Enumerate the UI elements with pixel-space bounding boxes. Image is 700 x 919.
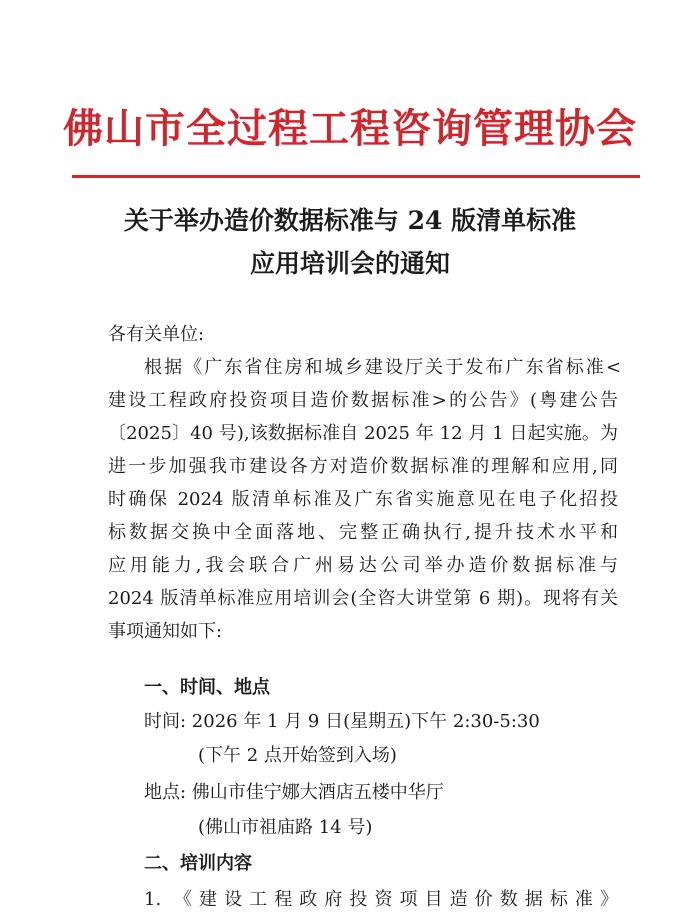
time-line: 时间: 2026 年 1 月 9 日(星期五)下午 2:30-5:30: [144, 711, 540, 732]
section-1-heading: 一、时间、地点: [144, 677, 270, 698]
place-line: 地点: 佛山市佳宁娜大酒店五楼中华厅: [144, 782, 444, 803]
place-note: (佛山市祖庙路 14 号): [198, 817, 373, 838]
section-2-heading: 二、培训内容: [144, 853, 252, 874]
body-line-9: 事项通知如下:: [108, 621, 223, 642]
body-line-1: 根据《广东省住房和城乡建设厅关于发布广东省标准<: [144, 357, 621, 378]
notice-title-line-2: 应用培训会的通知: [249, 249, 450, 278]
organization-title: 佛山市全过程工程咨询管理协会: [63, 106, 637, 152]
body-line-3: 〔2025〕40 号),该数据标准自 2025 年 12 月 1 日起实施。为: [108, 423, 618, 444]
body-line-4: 进一步加强我市建设各方对造价数据标准的理解和应用,同: [108, 456, 618, 477]
body-line-5: 时确保 2024 版清单标准及广东省实施意见在电子化招投: [108, 489, 618, 510]
red-divider: [72, 175, 640, 178]
body-line-8: 2024 版清单标准应用培训会(全咨大讲堂第 6 期)。现将有关: [108, 588, 618, 609]
salutation: 各有关单位:: [108, 324, 205, 345]
body-line-7: 应用能力,我会联合广州易达公司举办造价数据标准与: [108, 555, 618, 576]
body-line-6: 标数据交换中全面落地、完整正确执行,提升技术水平和: [108, 522, 618, 543]
body-line-2: 建设工程政府投资项目造价数据标准>的公告》(粤建公告: [108, 390, 618, 411]
notice-title-line-1: 关于举办造价数据标准与 24 版清单标准: [123, 206, 577, 235]
time-note: (下午 2 点开始签到入场): [198, 745, 397, 766]
training-item-1: 1. 《建设工程政府投资项目造价数据标准》: [144, 889, 618, 910]
